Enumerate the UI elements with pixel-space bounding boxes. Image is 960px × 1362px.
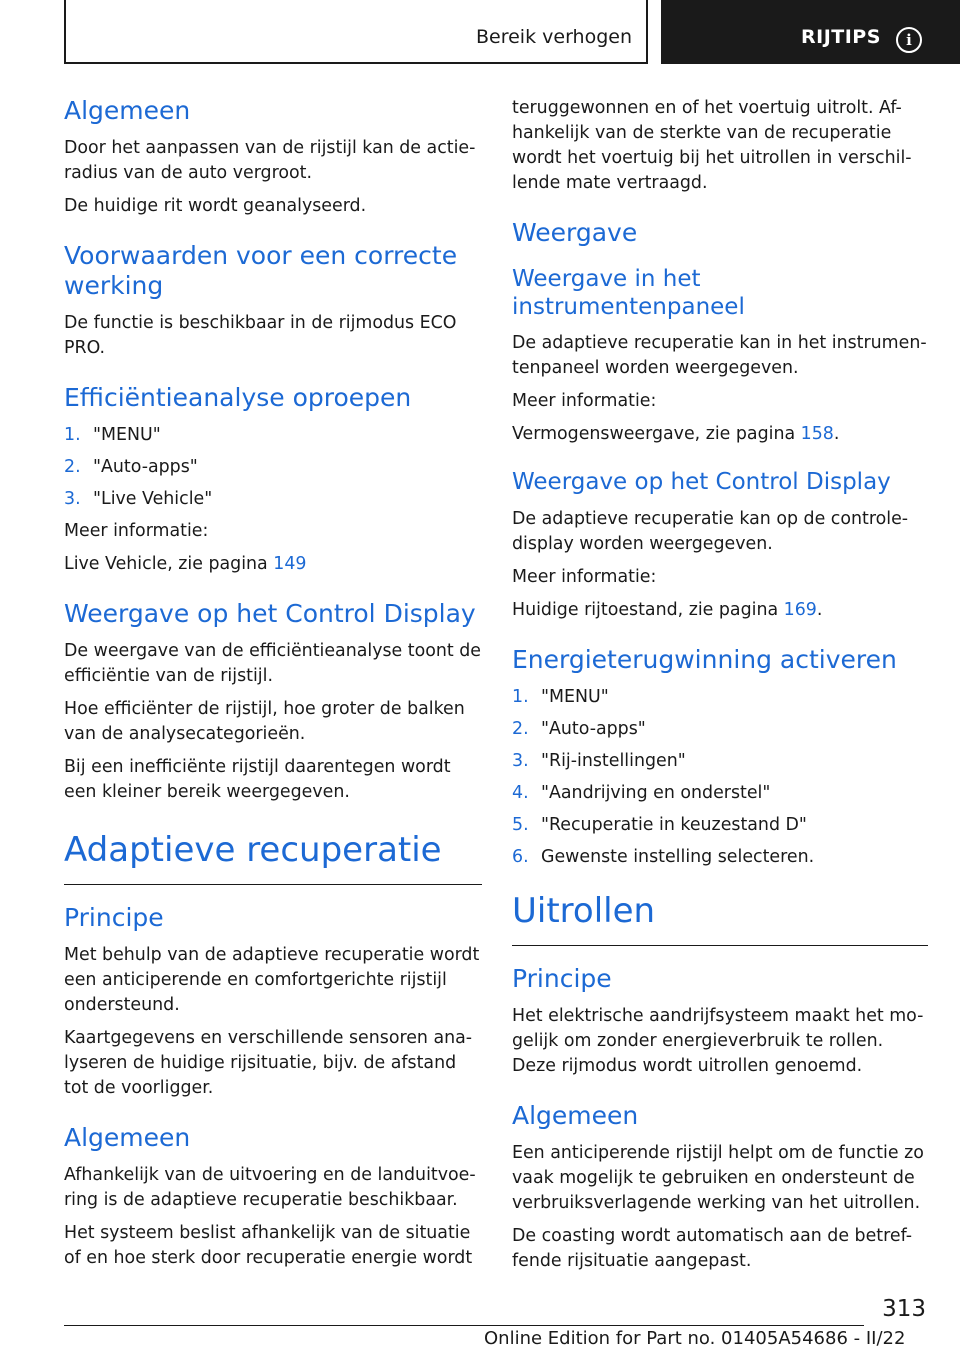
list-item bbox=[512, 781, 928, 806]
step-number: 2. bbox=[512, 718, 529, 739]
step-number: 4. bbox=[512, 782, 529, 803]
paragraph: Bij een inefficiënte rijstijl daarentegen wordt een kleiner bereik weergegeven. bbox=[64, 757, 451, 802]
section-heading-algemeen: Algemeen bbox=[64, 96, 191, 125]
step-number: 5. bbox=[512, 814, 529, 835]
paragraph: Meer informatie: bbox=[512, 566, 657, 587]
paragraph: Kaartgegevens en verschillende sensoren ana-lyseren de huidige rijsituatie, bijv. de afstand tot de voorligger. bbox=[64, 1028, 473, 1099]
right-column bbox=[512, 96, 928, 1274]
step-number: 1. bbox=[64, 425, 81, 445]
paragraph: Door het aanpassen van de rijstijl kan de actie-radius van de auto vergroot. bbox=[64, 138, 476, 183]
step-text: Gewenste instelling selecteren. bbox=[541, 846, 815, 867]
paragraph: De huidige rit wordt geanalyseerd. bbox=[64, 196, 367, 216]
footer-divider bbox=[64, 1325, 864, 1326]
section-heading-algemeen: Algemeen bbox=[512, 1100, 639, 1130]
step-number: 3. bbox=[64, 489, 81, 509]
page-link[interactable]: 169 bbox=[783, 599, 817, 620]
subsection-heading-instrumentenpaneel: Weergave in het instrumentenpaneel bbox=[512, 266, 745, 320]
paragraph: De functie is beschikbaar in de rijmodus ECO PRO. bbox=[64, 313, 457, 358]
header-chapter-title: RIJTIPS bbox=[801, 26, 881, 48]
paragraph: De coasting wordt automatisch aan de betref-fende rijsituatie aangepast. bbox=[512, 1225, 913, 1271]
paragraph-reference bbox=[64, 552, 482, 577]
left-column bbox=[64, 96, 482, 1271]
list-item bbox=[64, 423, 482, 448]
list-item bbox=[64, 455, 482, 480]
step-text: "MENU" bbox=[93, 425, 161, 445]
info-icon: i bbox=[896, 27, 922, 53]
header-section-box bbox=[64, 0, 648, 64]
steps-list-efficientie bbox=[64, 423, 482, 512]
section-heading-weergave: Weergave bbox=[512, 218, 638, 247]
step-text: "Live Vehicle" bbox=[93, 489, 213, 509]
header-chapter-box bbox=[661, 0, 960, 64]
paragraph-reference bbox=[512, 598, 928, 623]
step-text: "Recuperatie in keuzestand D" bbox=[541, 814, 807, 835]
reference-end: . bbox=[816, 599, 823, 620]
section-heading-principe: Principe bbox=[512, 963, 612, 993]
chapter-heading-adaptieve-recuperatie: Adaptieve recuperatie bbox=[64, 831, 482, 885]
paragraph: Meer informatie: bbox=[512, 391, 657, 412]
list-item bbox=[512, 845, 928, 870]
paragraph: Het elektrische aandrijfsysteem maakt het mo-gelijk om zonder energieverbruik te rollen. Deze rijmodus wordt uitrollen genoemd. bbox=[512, 1005, 924, 1076]
paragraph: De adaptieve recuperatie kan op de controle-display worden weergegeven. bbox=[512, 508, 909, 554]
step-number: 3. bbox=[512, 750, 529, 771]
paragraph: Het systeem beslist afhankelijk van de situatie of en hoe sterk door recuperatie energie wordt bbox=[64, 1223, 473, 1269]
list-item bbox=[512, 685, 928, 710]
reference-end: . bbox=[833, 424, 840, 445]
paragraph-reference bbox=[512, 422, 928, 447]
page-link[interactable]: 149 bbox=[273, 554, 307, 574]
step-text: "Auto-apps" bbox=[541, 718, 646, 739]
paragraph: Met behulp van de adaptieve recuperatie wordt een anticiperende en comfortgerichte rijstijl ondersteund. bbox=[64, 945, 480, 1016]
step-text: "Auto-apps" bbox=[93, 457, 198, 477]
chapter-heading-uitrollen: Uitrollen bbox=[512, 892, 928, 946]
section-heading-efficientieanalyse: Efficiëntieanalyse oproepen bbox=[64, 383, 412, 412]
step-number: 1. bbox=[512, 686, 529, 707]
section-heading-algemeen: Algemeen bbox=[64, 1123, 191, 1153]
reference-text: Vermogensweergave, zie pagina bbox=[512, 424, 801, 445]
paragraph: De adaptieve recuperatie kan in het instrumen-tenpaneel worden weergegeven. bbox=[512, 333, 927, 379]
page-number: 313 bbox=[882, 1296, 926, 1322]
paragraph: De weergave van de efficiëntieanalyse toont de efficiëntie van de rijstijl. bbox=[64, 641, 481, 686]
page-link[interactable]: 158 bbox=[800, 424, 834, 445]
edition-footer: Online Edition for Part no. 01405A54686 - II/22 bbox=[484, 1328, 906, 1349]
step-text: "Rij-instellingen" bbox=[541, 750, 686, 771]
paragraph: teruggewonnen en of het voertuig uitrolt. Af-hankelijk van de sterkte van de recuperatie wordt het voertuig bij het uitrollen in verschil-lende mate vertraagd. bbox=[512, 98, 912, 193]
reference-text: Huidige rijtoestand, zie pagina bbox=[512, 599, 784, 620]
paragraph: Afhankelijk van de uitvoering en de landuitvoe-ring is de adaptieve recuperatie beschikbaar. bbox=[64, 1165, 476, 1211]
paragraph: Hoe efficiënter de rijstijl, hoe groter de balken van de analysecategorieën. bbox=[64, 699, 465, 744]
list-item bbox=[512, 749, 928, 774]
step-text: "MENU" bbox=[541, 686, 609, 707]
section-heading-energieterugwinning: Energieterugwinning activeren bbox=[512, 644, 897, 674]
list-item bbox=[512, 717, 928, 742]
section-heading-weergave-control-display: Weergave op het Control Display bbox=[64, 599, 476, 628]
reference-text: Live Vehicle, zie pagina bbox=[64, 554, 274, 574]
steps-list-energie bbox=[512, 685, 928, 870]
step-number: 6. bbox=[512, 846, 529, 867]
step-number: 2. bbox=[64, 457, 81, 477]
list-item bbox=[512, 813, 928, 838]
list-item bbox=[64, 487, 482, 512]
subsection-heading-control-display: Weergave op het Control Display bbox=[512, 469, 891, 496]
paragraph: Een anticiperende rijstijl helpt om de functie zo vaak mogelijk te gebruiken en ondersteunt de verbruiksverlagende werking van het uitrollen. bbox=[512, 1142, 924, 1213]
paragraph: Meer informatie: bbox=[64, 521, 209, 541]
step-text: "Aandrijving en onderstel" bbox=[541, 782, 771, 803]
section-heading-voorwaarden: Voorwaarden voor een correcte werking bbox=[64, 241, 458, 300]
header-section-title: Bereik verhogen bbox=[476, 26, 632, 48]
section-heading-principe: Principe bbox=[64, 903, 164, 933]
